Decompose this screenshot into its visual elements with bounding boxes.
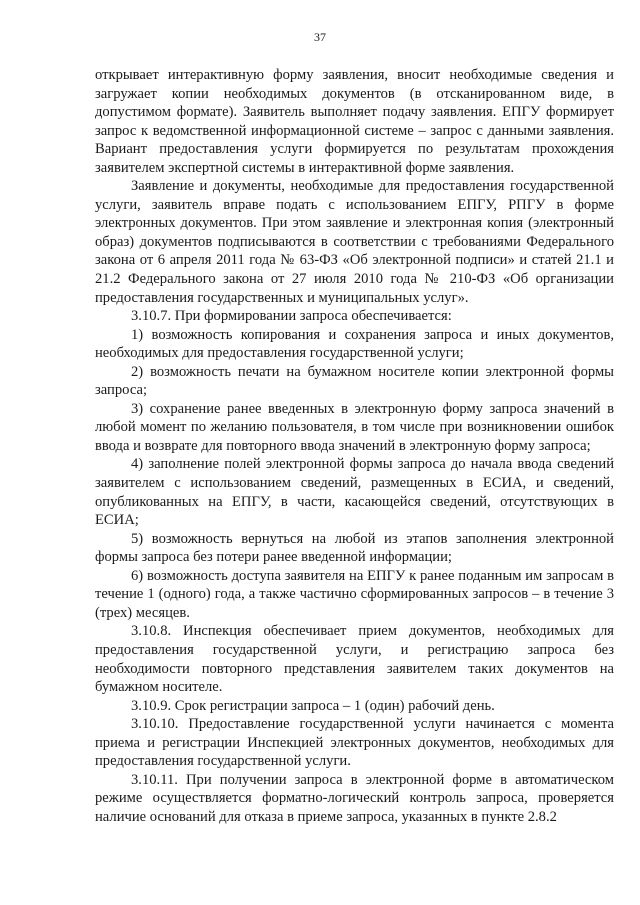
page-number: 37: [314, 30, 326, 44]
paragraph: 3.10.7. При формировании запроса обеспечивается:: [131, 308, 452, 325]
paragraph: 2) возможность печати на бумажном носителе копии электронной формы запроса;: [95, 363, 614, 399]
paragraph: 3.10.8. Инспекция обеспечивает прием документов, необходимых для предоставления государственной услуги, и регистрацию запроса без необходимости повторного представления заявителем таких документов на бумажном носителе.: [95, 623, 614, 696]
paragraph: 1) возможность копирования и сохранения запроса и иных документов, необходимых для предоставления государственной услуги;: [95, 326, 614, 362]
paragraph: 4) заполнение полей электронной формы запроса до начала ввода сведений заявителем с использованием сведений, размещенных в ЕСИА, и сведений, опубликованных на ЕПГУ, в части, касающейся сведений, отсутствующих в ЕСИА;: [95, 456, 614, 529]
paragraph: Заявление и документы, необходимые для предоставления государственной услуги, заявитель вправе подать с использованием ЕПГУ, РПГУ в форме электронных документов. При этом заявление и электронная копия (электронный образ) документов подписываются в соответствии с требованиями Федерального закона от 6 апреля 2011 года № 63-ФЗ «Об электронной подписи» и статей 21.1 и 21.2 Федерального закона от 27 июля 2010 года № 210-ФЗ «Об организации предоставления государственных и муниципальных услуг».: [95, 178, 614, 306]
paragraph: 5) возможность вернуться на любой из этапов заполнения электронной формы запроса без потери ранее введенной информации;: [95, 530, 614, 566]
paragraph: открывает интерактивную форму заявления, вносит необходимые сведения и загружает копии необходимых документов (в отсканированном виде, в допустимом формате). Заявитель выполняет подачу заявления. ЕПГУ формирует запрос к ведомственной информационной системе – запрос с данными заявления. Вариант предоставления услуги формируется по результатам прохождения заявителем экспертной системы в интерактивной форме заявления.: [95, 67, 614, 176]
document-body: [95, 66, 614, 826]
paragraph: 3.10.10. Предоставление государственной услуги начинается с момента приема и регистрации Инспекцией электронных документов, необходимых для предоставления государственной услуги.: [95, 716, 614, 770]
paragraph: 3) сохранение ранее введенных в электронную форму запроса значений в любой момент по желанию пользователя, в том числе при возникновении ошибок ввода и возврате для повторного ввода значений в электронную форму запроса;: [95, 400, 614, 454]
paragraph: 6) возможность доступа заявителя на ЕПГУ к ранее поданным им запросам в течение 1 (одного) года, а также частично сформированных запросов – в течение 3 (трех) месяцев.: [95, 567, 614, 621]
paragraph: 3.10.11. При получении запроса в электронной форме в автоматическом режиме осуществляется форматно-логический контроль запроса, проверяется наличие оснований для отказа в приеме запроса, указанных в пункте 2.8.2: [95, 771, 614, 825]
paragraph: 3.10.9. Срок регистрации запроса – 1 (один) рабочий день.: [131, 697, 495, 714]
